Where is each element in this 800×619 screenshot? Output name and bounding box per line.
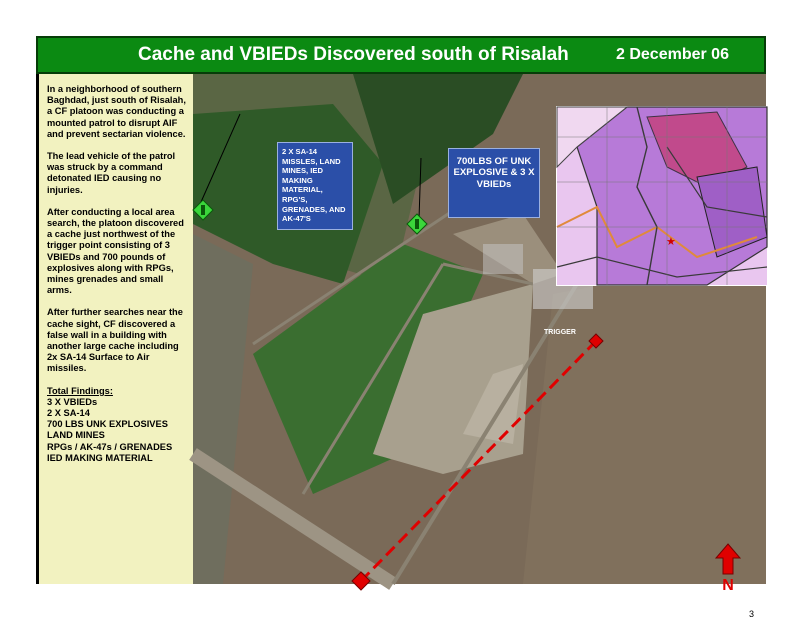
slide-title: Cache and VBIEDs Discovered south of Risalah: [138, 44, 569, 65]
summary-paragraph: After conducting a local area search, the platoon discovered a cache just northwest of the trigger point consisting of 3 VBIEDs and 700 pounds of explosives along with RPGs, mines grenades and small arms.: [47, 206, 184, 296]
callout-second-cache: 2 X SA-14 MISSLES, LAND MINES, IED MAKING MATERIAL, RPG'S, GRENADES, AND AK-47'S: [277, 142, 353, 230]
summary-paragraph: After further searches near the cache sight, CF discovered a false wall in a building with another large cache including 2x SA-14 Surface to Air missiles.: [47, 307, 183, 374]
finding-item: LAND MINES: [47, 430, 105, 441]
finding-item: 2 X SA-14: [47, 408, 90, 419]
satellite-map: [193, 74, 766, 619]
trigger-label: TRIGGER: [544, 329, 576, 336]
finding-item: IED MAKING MATERIAL: [47, 452, 153, 463]
summary-panel: [36, 74, 193, 584]
star-icon: ★: [666, 236, 676, 248]
slide-date: 2 December 06: [616, 46, 729, 63]
finding-item: RPGs / AK-47s / GRENADES: [47, 441, 173, 452]
title-bar: [36, 36, 766, 74]
finding-item: 700 LBS UNK EXPLOSIVES: [47, 419, 168, 430]
callout-first-cache: 700LBS OF UNK EXPLOSIVE & 3 X VBIEDs: [448, 148, 540, 218]
finding-item: 3 X VBIEDs: [47, 396, 98, 407]
summary-paragraph: The lead vehicle of the patrol was struck by a command detonated IED causing no injuries.: [47, 151, 176, 195]
page-number: 3: [749, 609, 755, 619]
summary-paragraph: In a neighborhood of southern Baghdad, just south of Risalah, a CF platoon was conducting a mounted patrol to disrupt AIF and prevent sectarian violence.: [47, 84, 186, 139]
north-label: N: [722, 577, 734, 594]
inset-map-graphic: [557, 107, 767, 285]
inset-map: [556, 106, 768, 286]
findings-title: Total Findings:: [47, 385, 113, 396]
slide: [36, 36, 766, 619]
